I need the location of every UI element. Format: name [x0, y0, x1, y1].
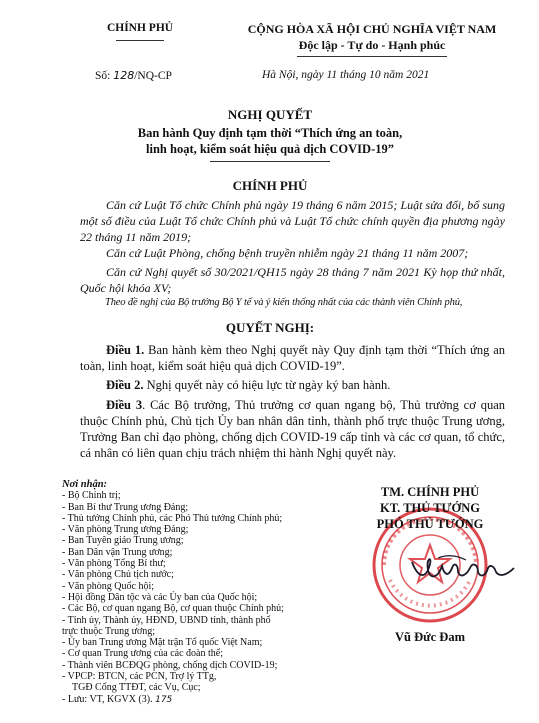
recipient-item: - Văn phòng Tổng Bí thư; — [62, 558, 166, 570]
date-line — [262, 69, 429, 81]
basis-2: Căn cứ Luật Phòng, chống bệnh truyền nhiễm ngày 21 tháng 11 năm 2007; — [106, 246, 469, 260]
archive-line: - Lưu: VT, KGVX (3). — [62, 693, 153, 705]
basis-4: Theo đề nghị của Bộ trưởng Bộ Y tế và ý kiến thống nhất của các thành viên Chính phủ, — [105, 297, 463, 308]
resolution-title — [60, 107, 480, 162]
recipient-item: - Các Bộ, cơ quan ngang Bộ, cơ quan thuộc Chính phủ; — [62, 603, 284, 615]
doc-no-label: Số: — [95, 70, 111, 82]
recipient-item: trực thuộc Trung ương; — [62, 625, 156, 637]
recipient-item: - Tỉnh ủy, Thành ủy, HĐND, UBND tỉnh, thành phố — [62, 614, 271, 626]
document-type: NGHỊ QUYẾT — [227, 107, 313, 122]
recipient-item: - Ban Dân vận Trung ương; — [62, 546, 173, 558]
national-header — [222, 22, 522, 57]
article-1-text: Ban hành kèm theo Nghị quyết này Quy định tạm thời “Thích ứng an toàn, linh hoạt, kiểm soát hiệu quả dịch COVID-19”. — [80, 343, 506, 373]
document-number — [95, 69, 172, 82]
nation-name: CỘNG HÒA XÃ HỘI CHỦ NGHĨA VIỆT NAM — [247, 22, 497, 36]
recipient-item: - Ủy ban Trung ương Mặt trận Tổ quốc Việt Nam; — [62, 637, 263, 649]
recipient-item: - Văn phòng Chủ tịch nước; — [62, 569, 174, 581]
date-prefix: Hà Nội, ngày — [262, 69, 324, 81]
agency-rule — [116, 40, 164, 41]
recipient-item: - Ban Bí thư Trung ương Đảng; — [62, 501, 189, 513]
recipient-item: - Thủ tướng Chính phủ, các Phó Thủ tướng Chính phủ; — [62, 512, 283, 524]
article-3 — [80, 397, 505, 461]
article-1 — [80, 342, 505, 374]
recipient-item: - Hội đồng Dân tộc và các Ủy ban của Quốc hội; — [62, 591, 258, 603]
national-motto: Độc lập - Tự do - Hạnh phúc — [298, 38, 446, 52]
doc-no-suffix: /NQ-CP — [134, 70, 172, 82]
recipient-item: - Thành viên BCĐQG phòng, chống dịch COVID-19; — [62, 659, 278, 671]
sign-line-1: TM. CHÍNH PHỦ — [380, 485, 480, 499]
recipient-item-last — [62, 694, 332, 706]
resolve-heading: QUYẾT NGHỊ: — [225, 320, 315, 335]
recipient-item: - Văn phòng Trung ương Đảng; — [62, 524, 189, 536]
recipients-heading: Nơi nhận: — [62, 479, 108, 490]
agency-block — [70, 22, 210, 41]
title-line-2: linh hoạt, kiểm soát hiệu quả dịch COVID-19” — [146, 142, 394, 156]
recipient-item: - Cơ quan Trung ương của các đoàn thể; — [62, 648, 223, 660]
signer-name: Vũ Đức Đam — [395, 630, 465, 644]
recipient-item: - Ban Tuyên giáo Trung ương; — [62, 535, 184, 547]
issuer-heading: CHÍNH PHỦ — [232, 178, 308, 193]
motto-rule — [297, 56, 447, 57]
basis-1: Căn cứ Luật Tổ chức Chính phủ ngày 19 tháng 6 năm 2015; Luật sửa đổi, bổ sung một số điều của Luật Tổ chức Chính phủ và Luật Tổ chức chính quyền địa phương ngày 22 tháng 11 năm 2019; — [80, 198, 505, 244]
basis-3: Căn cứ Nghị quyết số 30/2021/QH15 ngày 28 tháng 7 năm 2021 Kỳ họp thứ nhất, Quốc hội khóa XV; — [80, 265, 505, 295]
date-day: 11 — [326, 69, 338, 81]
sign-line-2: KT. THỦ TƯỚNG — [380, 501, 480, 515]
article-3-text: . Các Bộ trưởng, Thủ trưởng cơ quan ngang bộ, Thủ trưởng cơ quan thuộc Chính phủ, Chủ tịch Ủy ban nhân dân tỉnh, thành phố trực thuộc Trung ương, Trưởng Ban chỉ đạo phòng, chống dịch COVID-19 cấp tỉnh và các cơ quan, tổ chức, cá nhân có liên quan chịu trách nhiệm thi hành Nghị quyết này. — [80, 398, 505, 460]
article-3-label: Điều 3 — [106, 398, 143, 412]
agency-name: CHÍNH PHỦ — [106, 22, 174, 34]
recipient-item: - VPCP: BTCN, các PCN, Trợ lý TTg, — [62, 671, 217, 683]
title-rule — [210, 161, 330, 162]
handwritten-signature-icon — [408, 548, 518, 588]
article-1-label: Điều 1. — [106, 343, 145, 357]
recipient-item: - Văn phòng Quốc hội; — [62, 580, 155, 592]
signature-block — [340, 484, 520, 532]
recipient-item: TGĐ Cổng TTĐT, các Vụ, Cục; — [72, 682, 201, 694]
recipient-item: - Bộ Chính trị; — [62, 490, 121, 502]
article-2 — [80, 377, 505, 393]
sign-line-3: PHÓ THỦ TƯỚNG — [376, 517, 484, 531]
article-2-text: Nghị quyết này có hiệu lực từ ngày ký ban hành. — [146, 378, 391, 392]
article-2-label: Điều 2. — [106, 378, 144, 392]
title-line-1: Ban hành Quy định tạm thời “Thích ứng an toàn, — [137, 126, 403, 140]
recipients-list — [62, 479, 332, 706]
archive-number: 175 — [155, 694, 173, 705]
date-suffix: tháng 10 năm 2021 — [340, 69, 430, 81]
doc-no-value: 128 — [113, 69, 135, 82]
